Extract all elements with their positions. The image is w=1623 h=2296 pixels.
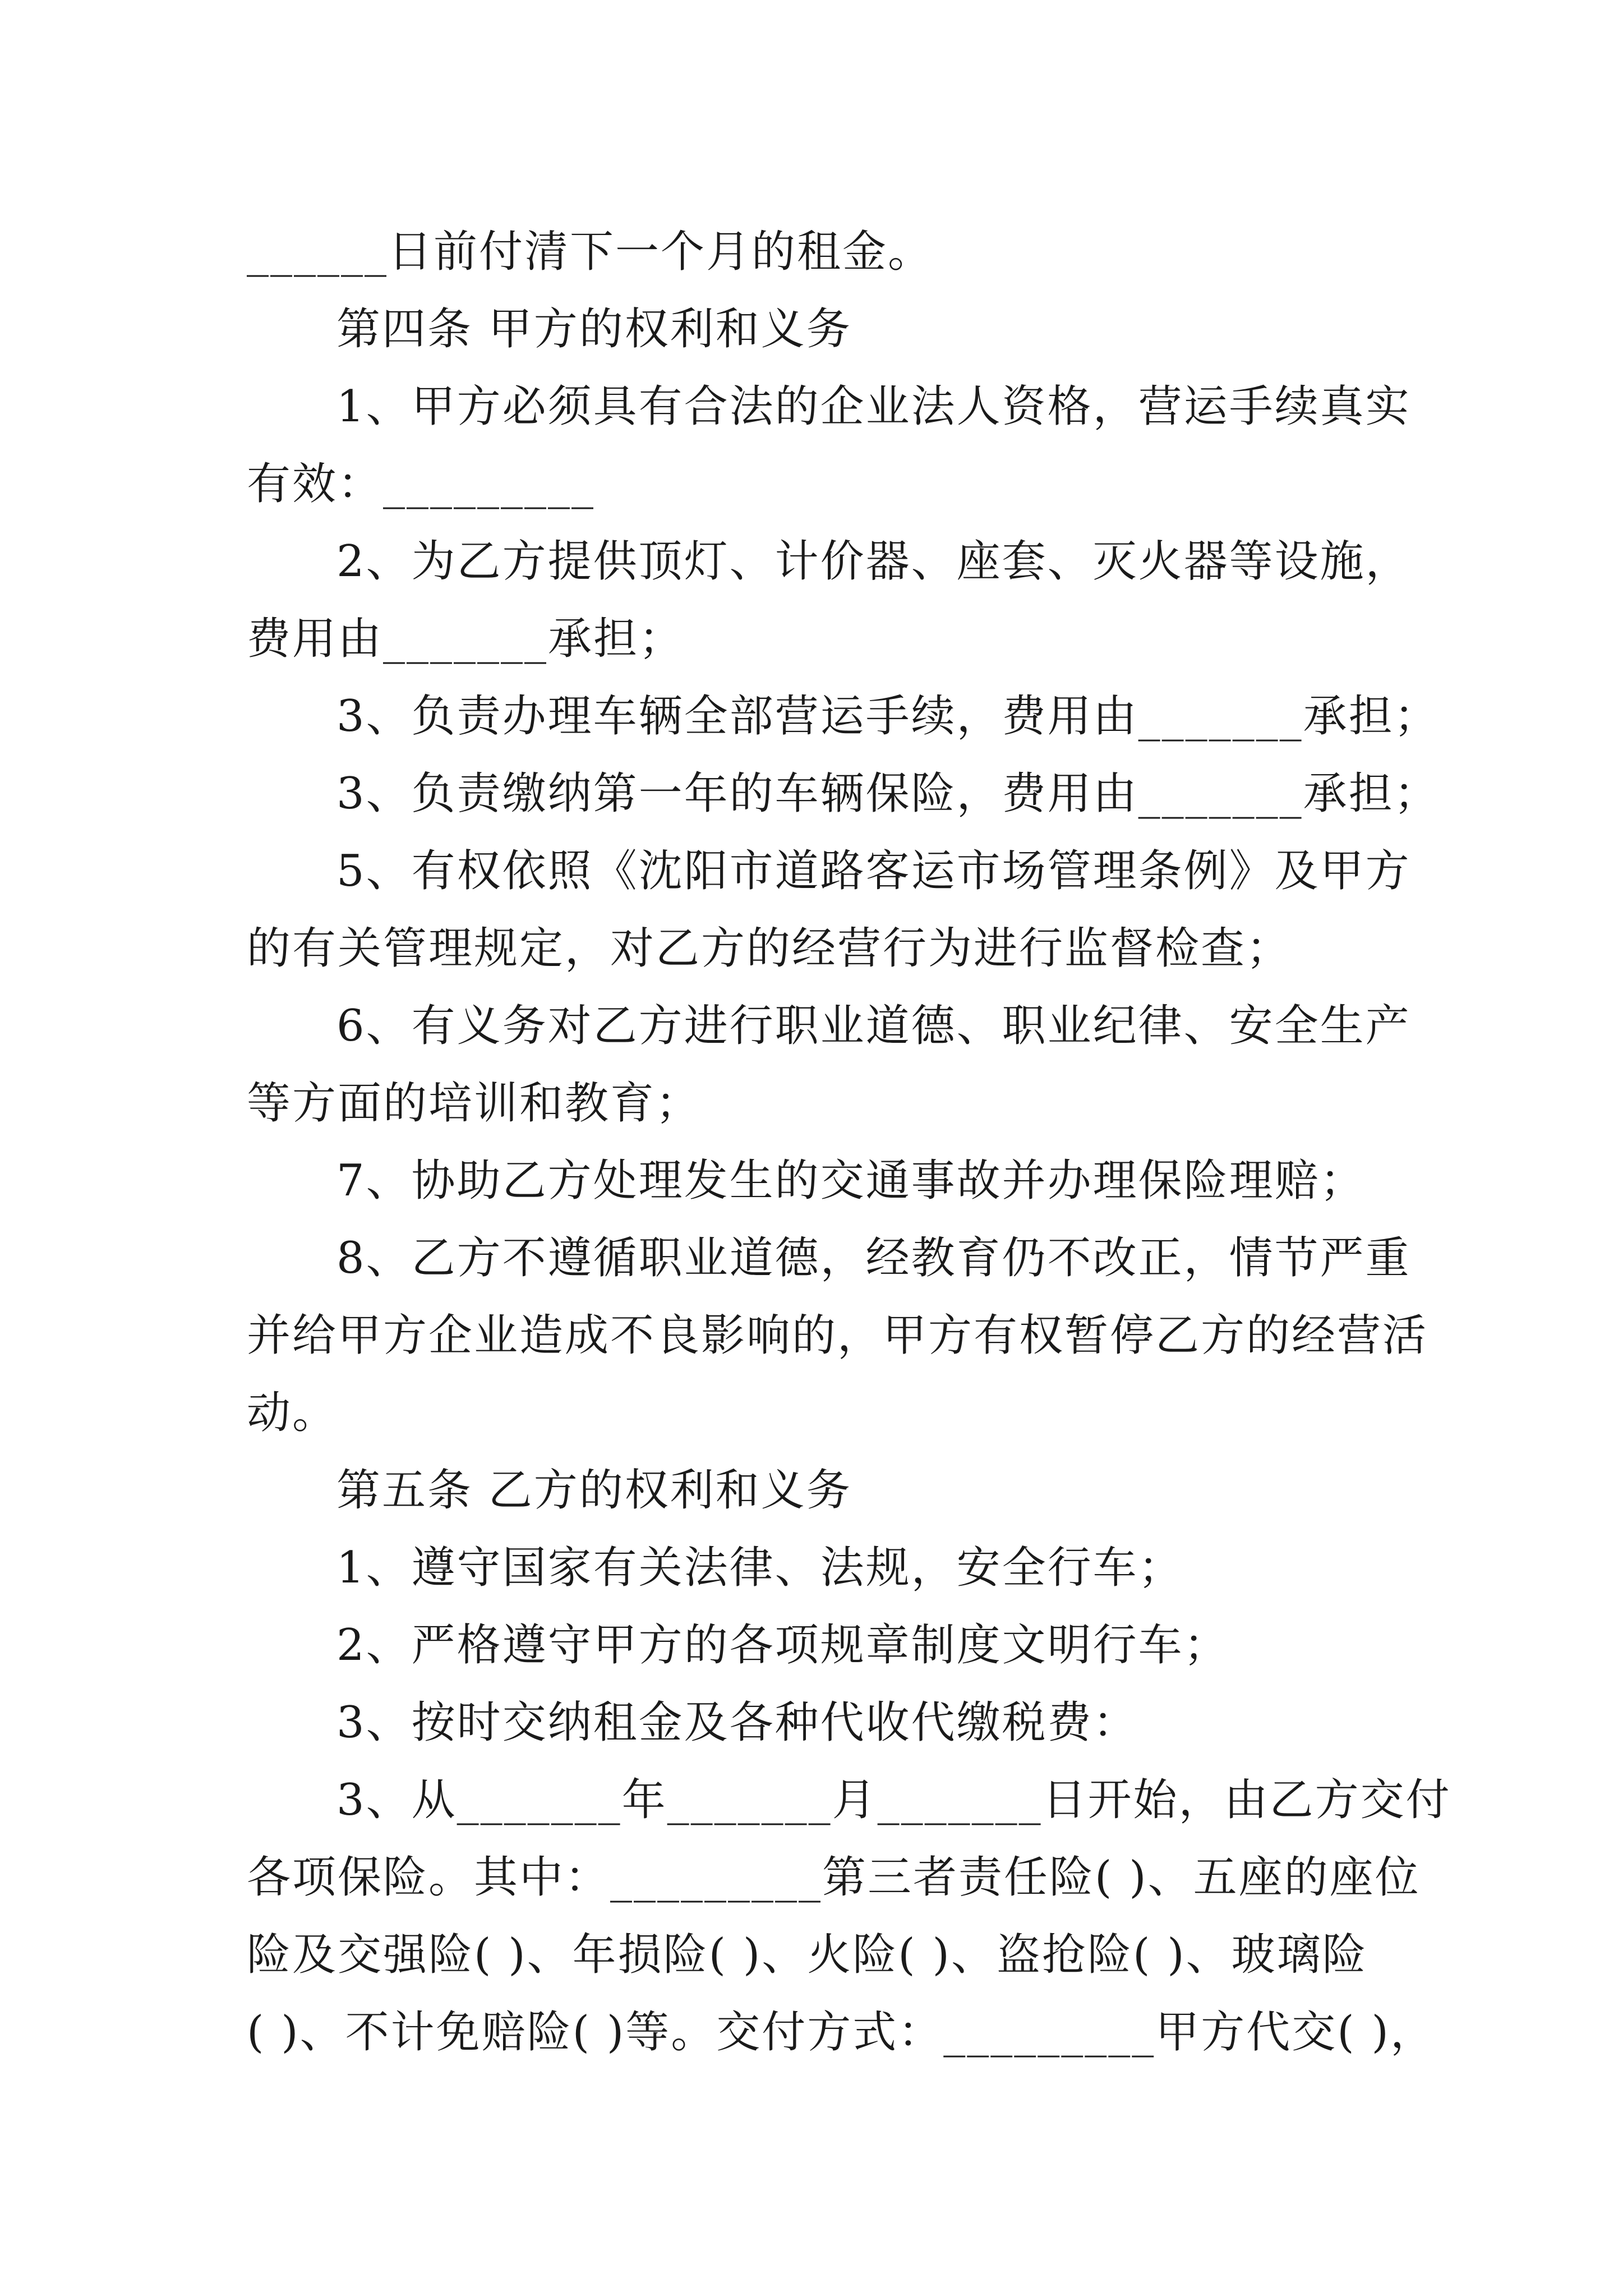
- document-body: [247, 213, 1451, 2071]
- text-line: 3、从_______年_______月_______日开始，由乙方交付: [336, 1775, 1451, 1825]
- text-line: 3、负责办理车辆全部营运手续，费用由_______承担；: [336, 691, 1440, 742]
- text-line: 7、协助乙方处理发生的交通事故并办理保险理赔；: [336, 1156, 1366, 1206]
- text-line: 1、甲方必须具有合法的企业法人资格，营运手续真实: [336, 381, 1411, 432]
- text-line: 有效：_________: [247, 459, 596, 509]
- section-heading-article-4: 第四条 甲方的权利和义务: [336, 304, 852, 355]
- text-line: 5、有权依照《沈阳市道路客运市场管理条例》及甲方: [336, 846, 1411, 896]
- text-line: 2、为乙方提供顶灯、计价器、座套、灭火器等设施，: [336, 536, 1411, 587]
- text-line: 等方面的培训和教育；: [247, 1078, 702, 1129]
- text-line: ______日前付清下一个月的租金。: [247, 227, 934, 277]
- text-line: 险及交强险( )、年损险( )、火险( )、盗抢险( )、玻璃险: [247, 1930, 1368, 1980]
- text-line: 费用由_______承担；: [247, 614, 685, 664]
- text-line: ( )、不计免赔险( )等。交付方式：_________甲方代交( )，: [247, 2007, 1436, 2058]
- text-line: 各项保险。其中：_________第三者责任险( )、五座的座位: [247, 1852, 1421, 1903]
- text-line: 动。: [247, 1388, 338, 1438]
- text-line: 2、严格遵守甲方的各项规章制度文明行车；: [336, 1620, 1229, 1671]
- text-line: 并给甲方企业造成不良影响的，甲方有权暂停乙方的经营活: [247, 1310, 1428, 1361]
- text-line: 3、负责缴纳第一年的车辆保险，费用由_______承担；: [336, 769, 1440, 819]
- section-heading-article-5: 第五条 乙方的权利和义务: [336, 1465, 852, 1516]
- text-line: 1、遵守国家有关法律、法规，安全行车；: [336, 1543, 1184, 1593]
- text-line: 的有关管理规定，对乙方的经营行为进行监督检查；: [247, 923, 1292, 974]
- text-line: 3、按时交纳租金及各种代收代缴税费：: [336, 1697, 1138, 1748]
- text-line: 8、乙方不遵循职业道德，经教育仍不改正，情节严重: [336, 1233, 1411, 1283]
- text-line: 6、有义务对乙方进行职业道德、职业纪律、安全生产: [336, 1001, 1411, 1051]
